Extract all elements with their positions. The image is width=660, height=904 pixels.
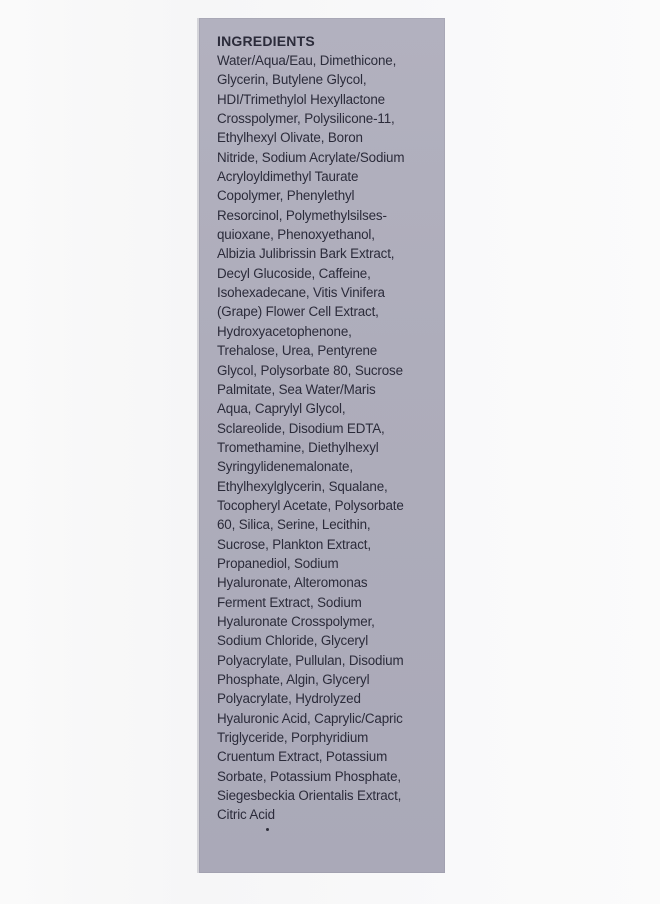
ingredient-line: Sodium Chloride, Glyceryl [217,633,369,649]
ingredient-line: Hyaluronic Acid, Caprylic/Capric [217,710,403,726]
ingredient-line: Sclareolide, Disodium EDTA, [217,420,385,436]
ingredient-line: quioxane, Phenoxyethanol, [217,227,375,243]
ingredient-line: Propanediol, Sodium [217,555,339,571]
ingredient-line: Tocopheryl Acetate, Polysorbate [217,497,404,513]
ingredient-line: HDI/Trimethylol Hexyllactone [217,91,385,107]
ingredients-heading: INGREDIENTS [217,33,315,49]
ingredient-line: Trehalose, Urea, Pentyrene [217,343,378,359]
ingredient-line: Ferment Extract, Sodium [217,594,362,610]
ingredient-line: Crosspolymer, Polysilicone-11, [217,111,395,127]
ingredient-line: Cruentum Extract, Potassium [217,749,388,765]
ingredient-line: Decyl Glucoside, Caffeine, [217,265,371,281]
ingredient-line: Hydroxyacetophenone, [217,323,352,339]
ingredient-line: Sucrose, Plankton Extract, [217,536,371,552]
ingredient-line: Ethylhexyl Olivate, Boron [217,130,363,146]
ingredient-line: Polyacrylate, Pullulan, Disodium [217,652,404,668]
ingredient-line: Sorbate, Potassium Phosphate, [217,768,401,784]
ingredient-line: Syringylidenemalonate, [217,459,353,475]
ingredient-line: 60, Silica, Serine, Lecithin, [217,517,371,533]
ingredient-line: Resorcinol, Polymethylsilses- [217,207,387,223]
ingredient-line: Acryloyldimethyl Taurate [217,169,359,185]
ingredients-label [217,32,439,825]
ingredient-line: Nitride, Sodium Acrylate/Sodium [217,149,405,165]
ingredient-line: Glycerin, Butylene Glycol, [217,72,367,88]
ingredient-line: Ethylhexylglycerin, Squalane, [217,478,388,494]
ingredient-line: Albizia Julibrissin Bark Extract, [217,246,395,262]
ingredient-line: Phosphate, Algin, Glyceryl [217,672,370,687]
ingredient-line: Palmitate, Sea Water/Maris [217,381,376,397]
ingredient-line: Polyacrylate, Hydrolyzed [217,691,361,707]
ingredient-line: Water/Aqua/Eau, Dimethicone, [217,53,397,68]
ingredients-list [217,51,439,825]
ingredient-line: Glycol, Polysorbate 80, Sucrose [217,362,403,378]
ingredient-line: Triglyceride, Porphyridium [217,730,369,746]
printed-dot [266,828,269,831]
ingredient-line: Copolymer, Phenylethyl [217,188,355,204]
ingredient-line: (Grape) Flower Cell Extract, [217,304,379,320]
ingredient-line: Tromethamine, Diethylhexyl [217,439,379,455]
ingredient-line: Hyaluronate, Alteromonas [217,575,368,591]
ingredient-line: Isohexadecane, Vitis Vinifera [217,285,385,301]
ingredient-line: Hyaluronate Crosspolymer, [217,613,375,629]
ingredient-line: Siegesbeckia Orientalis Extract, [217,788,402,804]
ingredient-line: Aqua, Caprylyl Glycol, [217,401,346,417]
ingredient-line: Citric Acid [217,807,275,823]
